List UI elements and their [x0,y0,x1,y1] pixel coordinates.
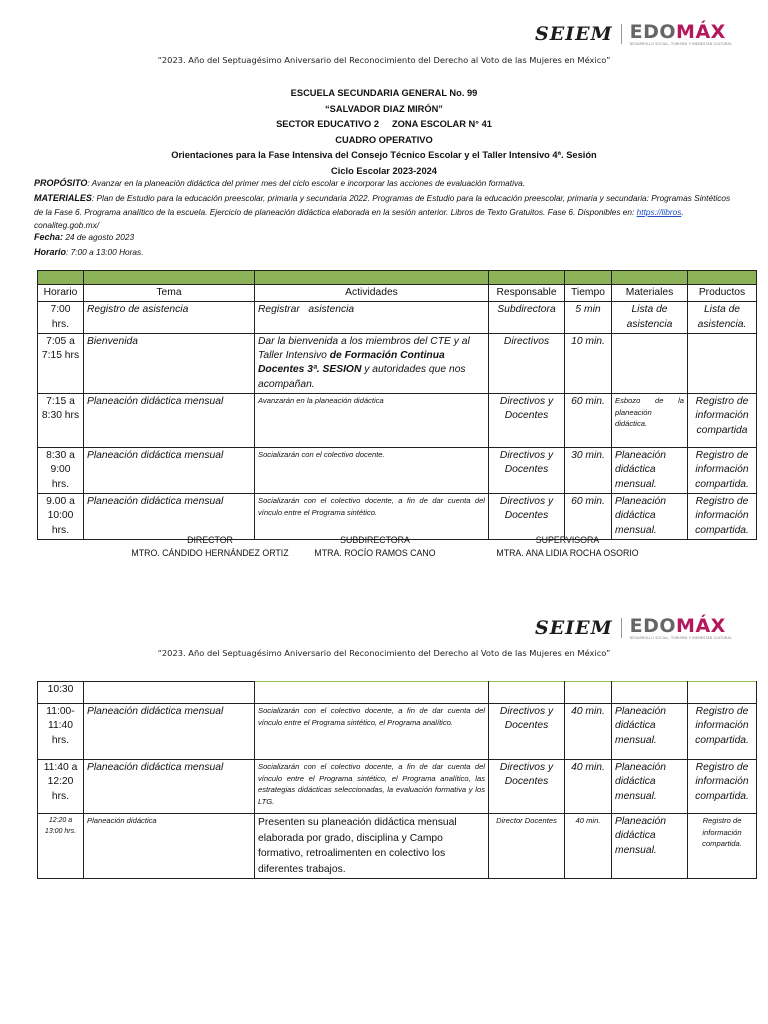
column-header: Responsable [489,285,565,302]
table-row: 8:30 a 9:00 hrs. Planeación didáctica mensual Socializarán con el colectivo docente. Directivos y Docentes 30 min. Planeación didáctica mensual. Registro de información compartida. [38,448,757,494]
column-header: Tema [84,285,255,302]
page-2 [0,594,768,1024]
table-row: 7:00 hrs. Registro de asistencia Registrar asistencia Subdirectora 5 min Lista de asistencia Lista de asistencia. [38,302,757,334]
signature-director: DIRECTOR MTRO. CÁNDIDO HERNÁNDEZ ORTIZ [131,535,289,558]
table-row: 7:05 a 7:15 hrs Bienvenida Dar la bienvenida a los miembros del CTE y al Taller Intensivo de Formación Continua Docentes 3ª. SESION y autoridades que nos acompañan. Directivos 10 min. [38,333,757,393]
schedule-line: Horario: 7:00 a 13:00 Horas. [34,247,144,257]
materials-paragraph: MATERIALES: Plan de Estudio para la educación preescolar, primaria y secundaria 2022. Programas de Estudio para la educación preescolar, primaria y secundaria: Programas Sintéticos de la Fase 6. Programa analítico de la escuela. Ejercicio de planeación didáctica elaborada en la sesión anterior. Libros de Texto Gratuitos. Fase 6. Disponibles en: https://libros. conaliteg.gob.mx/ [34,193,731,231]
seiem-logo: SEIEM [535,617,613,639]
table-header-band [38,271,757,285]
signature-subdirectora: SUBDIRECTORA MTRA. ROCÍO RAMOS CANO [314,535,436,558]
motto: “2023. Año del Septuagésimo Aniversario del Reconocimiento del Derecho al Voto de las Mujeres en México” [157,55,611,65]
column-header: Productos [688,285,757,302]
header-logo [535,616,732,640]
date-line: Fecha: 24 de agosto 2023 [34,232,135,242]
materials-link[interactable]: https://libros [636,206,682,217]
schedule-table [37,270,757,540]
table-header-row [38,285,757,302]
column-header: Actividades [255,285,489,302]
edomex-logo: EDOMÁX DESARROLLO SOCIAL, TURISMO Y BIENESTAR CULTURAL [629,21,732,46]
logo-divider [621,618,622,638]
table-row: 9.00 a 10:00 hrs. Planeación didáctica mensual Socializarán con el colectivo docente, a fin de dar cuenta del vínculo entre el Programa sintético. Directivos y Docentes 60 min. Planeación didáctica mensual. Registro de información compartida. [38,493,757,539]
seiem-logo: SEIEM [535,23,613,45]
header-logo [535,22,732,46]
logo-divider [621,24,622,44]
signature-supervisora: SUPERVISORA MTRA. ANA LIDIA ROCHA OSORIO [496,535,639,558]
motto: “2023. Año del Septuagésimo Aniversario del Reconocimiento del Derecho al Voto de las Mujeres en México” [157,648,611,658]
table-row: 10:30 [38,682,757,704]
document-heading: ESCUELA SECUNDARIA GENERAL No. 99 “SALVADOR DIAZ MIRÓN” SECTOR EDUCATIVO 2 ZONA ESCOLAR N° 41 CUADRO OPERATIVO Orientaciones para la Fase Intensiva del Consejo Técnico Escolar y el Taller Intensivo 4ª. Sesión Ciclo Escolar 2023-2024 [171,88,597,176]
column-header: Materiales [612,285,688,302]
edomex-logo: EDOMÁX DESARROLLO SOCIAL, TURISMO Y BIENESTAR CULTURAL [629,615,732,640]
table-row: 11:40 a 12:20 hrs. Planeación didáctica mensual Socializarán con el colectivo docente, a fin de dar cuenta del vínculo entre el Programa sintético, el Programa analítico, las estrategias didácticas seleccionadas, la evaluación formativa y los LTG. Directivos y Docentes 40 min. Planeación didáctica mensual. Registro de información compartida. [38,760,757,814]
purpose-paragraph: PROPÓSITO: Avanzar en la planeación didáctica del primer mes del ciclo escolar e incorporar las acciones de evaluación formativa. [34,178,526,188]
table-row: 7:15 a 8:30 hrs Planeación didáctica mensual Avanzarán en la planeación didáctica Directivos y Docentes 60 min. Esbozo de la planeación didáctica. Registro de información compartida [38,394,757,448]
schedule-table-continued [37,681,757,879]
table-row: 12:20 a 13:00 hrs. Planeación didáctica Presenten su planeación didáctica mensual elaborada por grado, disciplina y Campo formativo, retroalimenten en colectivo los diferentes trabajos. Director Docentes 40 min. Planeación didáctica mensual. Registro de información compartida. [38,814,757,879]
column-header: Horario [38,285,84,302]
column-header: Tiempo [565,285,612,302]
table-row: 11:00-11:40 hrs. Planeación didáctica mensual Socializarán con el colectivo docente, a fin de dar cuenta del vínculo entre el Programa sintético, el Programa analítico. Directivos y Docentes 40 min. Planeación didáctica mensual. Registro de información compartida. [38,704,757,760]
